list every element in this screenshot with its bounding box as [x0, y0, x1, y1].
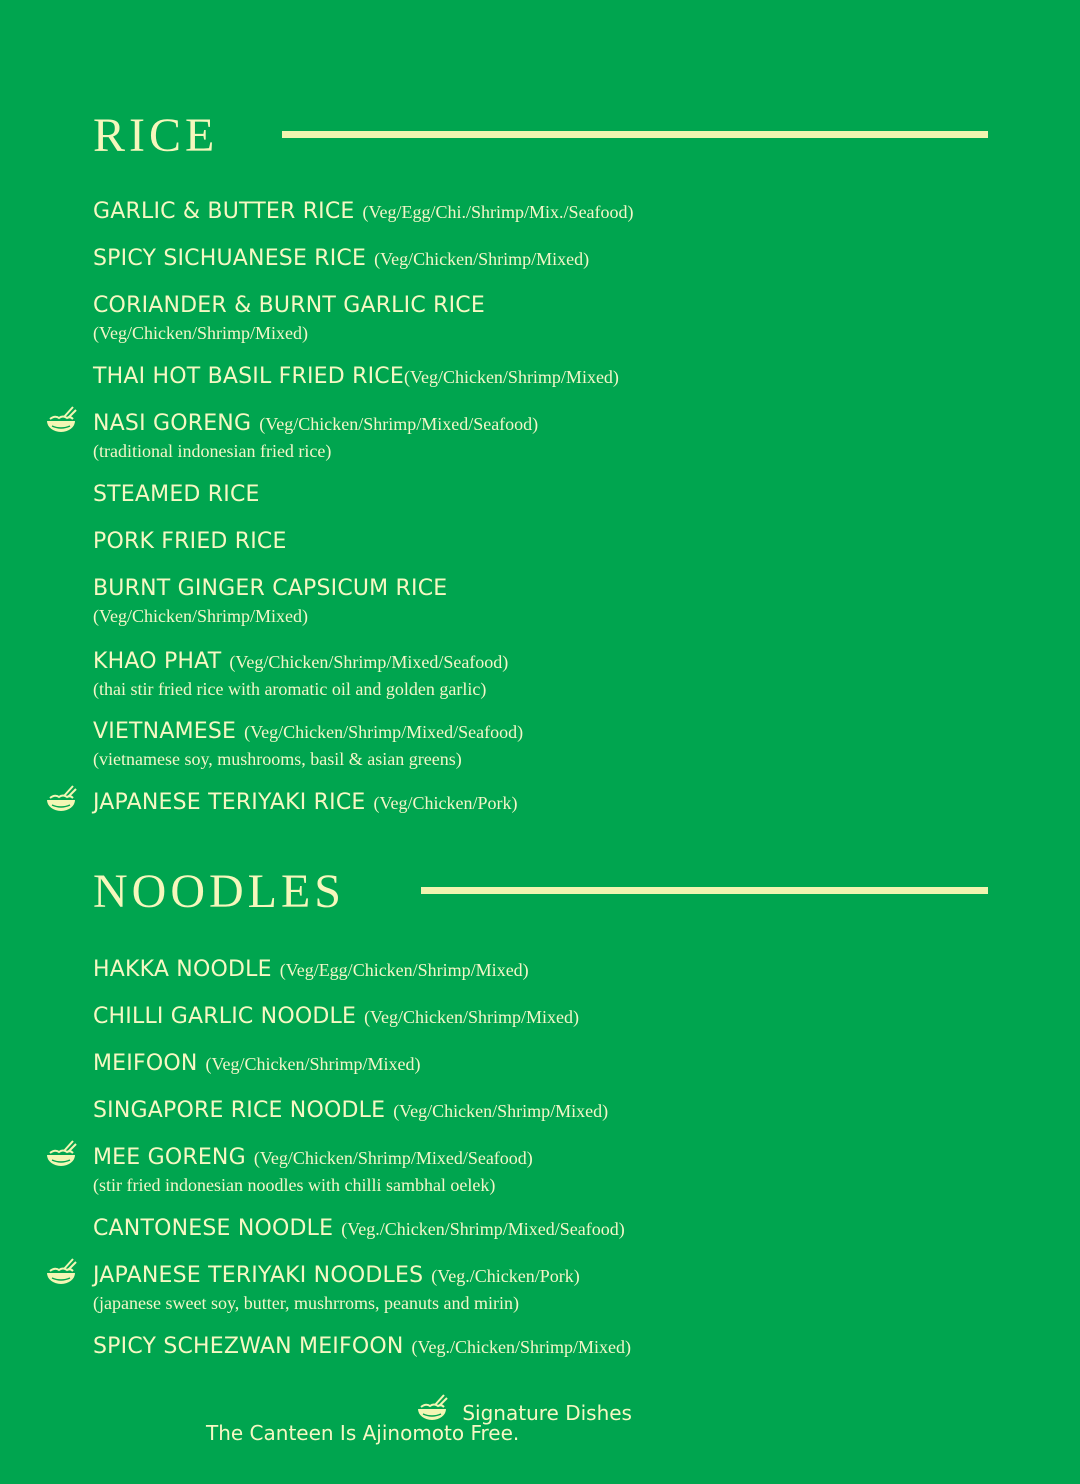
rice-section [0, 109, 1080, 172]
menu-item-line [93, 363, 1013, 393]
menu-item-options: (Veg/Chicken/Shrimp/Mixed/Seafood) [244, 722, 524, 742]
menu-item-line [93, 198, 1013, 228]
menu-item-options: (Veg/Egg/Chi./Shrimp/Mix./Seafood) [362, 202, 634, 222]
ajinomoto-free-note: The Canteen Is Ajinomoto Free. [206, 1421, 520, 1445]
rice-divider [282, 131, 988, 138]
menu-item-name: SPICY SICHUANESE RICE [93, 246, 367, 271]
menu-item-name: SPICY SCHEZWAN MEIFOON [93, 1334, 404, 1359]
noodles-section [0, 865, 1080, 928]
menu-item-line [93, 481, 1013, 511]
menu-item-name: THAI HOT BASIL FRIED RICE [93, 364, 404, 389]
menu-item [93, 410, 1013, 462]
menu-item-line [93, 1097, 1013, 1127]
menu-item-options: (Veg/Chicken/Shrimp/Mixed/Seafood) [259, 414, 539, 434]
menu-item-description: (japanese sweet soy, butter, mushrroms, peanuts and mirin) [93, 1293, 520, 1313]
noodle-bowl-icon [45, 1258, 77, 1290]
menu-item-name: CANTONESE NOODLE [93, 1216, 334, 1241]
menu-item [93, 789, 1013, 819]
menu-item-name: CHILLI GARLIC NOODLE [93, 1004, 357, 1029]
menu-item-options: (Veg/Chicken/Shrimp/Mixed) [374, 249, 590, 269]
menu-item-description: (Veg/Chicken/Shrimp/Mixed) [93, 606, 308, 626]
menu-item-options: (Veg/Chicken/Pork) [373, 793, 518, 813]
menu-item-name: SINGAPORE RICE NOODLE [93, 1098, 386, 1123]
signature-legend [416, 1388, 632, 1425]
menu-item [93, 575, 1013, 627]
menu-item [93, 1097, 1013, 1127]
menu-item-name: MEIFOON [93, 1051, 198, 1076]
menu-item-options: (Veg./Chicken/Shrimp/Mixed/Seafood) [341, 1219, 625, 1239]
menu-item [93, 648, 1013, 700]
menu-item [93, 292, 1013, 344]
menu-item-name: HAKKA NOODLE [93, 957, 272, 982]
menu-item-line [93, 245, 1013, 275]
menu-item-line [93, 956, 1013, 986]
menu-item [93, 956, 1013, 986]
menu-item [93, 363, 1013, 393]
menu-item-name: KHAO PHAT [93, 649, 222, 674]
menu-item-name: MEE GORENG [93, 1145, 246, 1170]
menu-item-description: (stir fried indonesian noodles with chilli sambhal oelek) [93, 1175, 496, 1195]
menu-item-name: NASI GORENG [93, 411, 252, 436]
menu-item-name: GARLIC & BUTTER RICE [93, 199, 355, 224]
menu-item [93, 198, 1013, 228]
menu-item [93, 1215, 1013, 1245]
menu-item-options: (Veg/Chicken/Shrimp/Mixed/Seafood) [253, 1148, 533, 1168]
menu-item-description: (vietnamese soy, mushrooms, basil & asian greens) [93, 749, 462, 769]
menu-item [93, 1144, 1013, 1196]
menu-item-options: (Veg/Chicken/Shrimp/Mixed) [403, 367, 619, 387]
signature-legend-label: Signature Dishes [462, 1401, 632, 1425]
menu-item-options: (Veg/Chicken/Shrimp/Mixed) [393, 1101, 609, 1121]
menu-item-line [93, 718, 1013, 748]
rice-header [0, 109, 1080, 172]
menu-item [93, 1003, 1013, 1033]
menu-item-line [93, 1215, 1013, 1245]
menu-item-line [93, 575, 1013, 605]
rice-title: RICE [93, 109, 219, 162]
menu-item-options: (Veg/Chicken/Shrimp/Mixed) [364, 1007, 580, 1027]
menu-item-line [93, 1050, 1013, 1080]
menu-item-name: STEAMED RICE [93, 482, 260, 507]
menu-item [93, 718, 1013, 770]
menu-item-name: CORIANDER & BURNT GARLIC RICE [93, 293, 485, 318]
noodles-header [0, 865, 1080, 928]
menu-item-options: (Veg/Egg/Chicken/Shrimp/Mixed) [279, 960, 529, 980]
menu-item-name: BURNT GINGER CAPSICUM RICE [93, 576, 448, 601]
menu-item-options: (Veg/Chicken/Shrimp/Mixed/Seafood) [229, 652, 509, 672]
menu-item-options: (Veg./Chicken/Pork) [431, 1266, 580, 1286]
noodle-bowl-icon [45, 785, 77, 817]
noodle-bowl-icon [45, 406, 77, 438]
menu-item-description: (traditional indonesian fried rice) [93, 441, 332, 461]
menu-item [93, 245, 1013, 275]
menu-item [93, 1262, 1013, 1314]
menu-item-line [93, 410, 1013, 440]
menu-item-line [93, 528, 1013, 558]
noodles-divider [421, 887, 988, 894]
menu-item-line [93, 1333, 1013, 1363]
menu-item-line [93, 292, 1013, 322]
menu-item-line [93, 789, 1013, 819]
menu-item-name: JAPANESE TERIYAKI NOODLES [93, 1263, 424, 1288]
noodle-bowl-icon [45, 1140, 77, 1172]
menu-item [93, 1333, 1013, 1363]
menu-item-description: (thai stir fried rice with aromatic oil and golden garlic) [93, 679, 487, 699]
menu-item [93, 1050, 1013, 1080]
menu-item-line [93, 1144, 1013, 1174]
menu-item [93, 481, 1013, 511]
menu-item-name: VIETNAMESE [93, 719, 237, 744]
menu-item-description: (Veg/Chicken/Shrimp/Mixed) [93, 323, 308, 343]
noodles-title: NOODLES [93, 865, 345, 918]
menu-item-name: JAPANESE TERIYAKI RICE [93, 790, 366, 815]
menu-item [93, 528, 1013, 558]
menu-item-line [93, 1262, 1013, 1292]
menu-item-options: (Veg./Chicken/Shrimp/Mixed) [411, 1337, 632, 1357]
menu-item-name: PORK FRIED RICE [93, 529, 287, 554]
menu-item-options: (Veg/Chicken/Shrimp/Mixed) [205, 1054, 421, 1074]
menu-item-line [93, 648, 1013, 678]
menu-item-line [93, 1003, 1013, 1033]
